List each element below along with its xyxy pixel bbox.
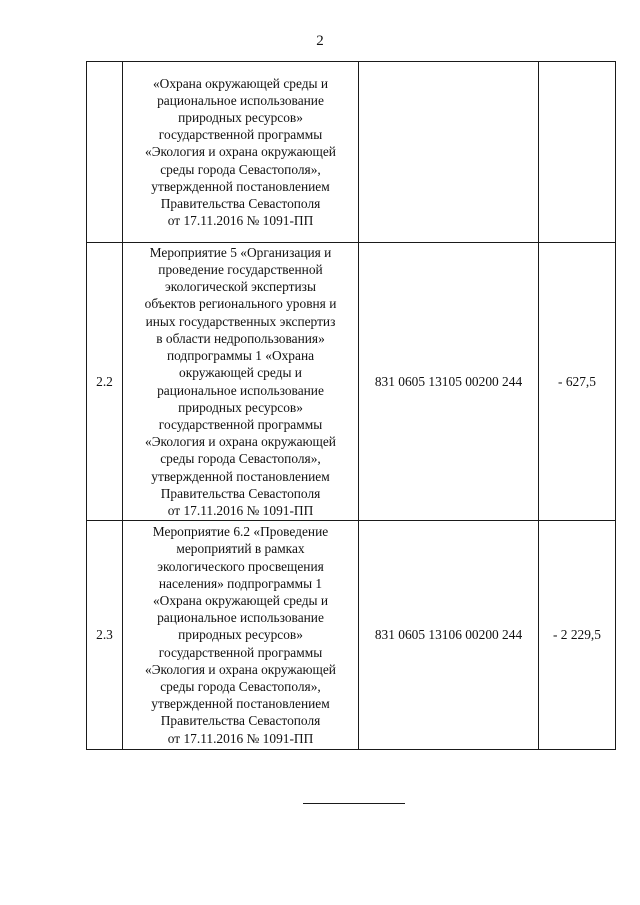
description-line: от 17.11.2016 № 1091-ПП <box>167 213 314 229</box>
description-line: подпрограммы 1 «Охрана <box>166 348 315 364</box>
description-line: рациональное использование <box>157 382 324 398</box>
description-line: утвержденной постановлением <box>151 696 330 712</box>
budget-code: 831 0605 13106 00200 244 <box>359 521 539 750</box>
table-row <box>87 243 616 521</box>
description-line: Мероприятие 5 «Организация и <box>149 244 332 260</box>
description-line: от 17.11.2016 № 1091-ПП <box>167 730 314 746</box>
row-number <box>87 62 123 243</box>
description-line: «Экология и охрана окружающей <box>145 661 336 677</box>
row-description <box>123 62 359 243</box>
description-line: государственной программы <box>158 416 323 432</box>
description-line: рациональное использование <box>157 610 324 626</box>
description-line: Правительства Севастополя <box>160 485 321 501</box>
description-line: государственной программы <box>158 644 323 660</box>
description-line: экологического просвещения <box>157 558 324 574</box>
description-line: Мероприятие 6.2 «Проведение <box>152 524 329 540</box>
description-line: проведение государственной <box>158 262 323 278</box>
description-line: утвержденной постановлением <box>151 178 330 194</box>
page-number: 2 <box>316 33 324 49</box>
table-row <box>87 62 616 243</box>
description-line: окружающей среды и <box>179 365 302 381</box>
description-line: «Охрана окружающей среды и <box>152 592 329 608</box>
description-line: среды города Севастополя», <box>160 679 321 694</box>
description-line: «Охрана окружающей среды и <box>152 75 329 91</box>
description-line: иных государственных экспертиз <box>145 313 336 329</box>
description-line: государственной программы <box>158 127 323 143</box>
row-description <box>123 521 359 750</box>
budget-table <box>86 61 616 750</box>
description-line: утвержденной постановлением <box>151 468 330 484</box>
row-number: 2.2 <box>87 243 123 521</box>
amount: - 2 229,5 <box>539 521 616 750</box>
description-line: от 17.11.2016 № 1091-ПП <box>167 502 314 518</box>
description-line: мероприятий в рамках <box>176 541 305 557</box>
description-line: природных ресурсов» <box>178 109 303 125</box>
description-line: природных ресурсов» <box>178 627 303 643</box>
description-line: в области недропользования» <box>156 330 325 346</box>
row-description <box>123 243 359 521</box>
row-number: 2.3 <box>87 521 123 750</box>
description-line: населения» подпрограммы 1 <box>158 575 323 591</box>
description-line: Правительства Севастополя <box>160 713 321 729</box>
description-line: Правительства Севастополя <box>160 196 321 211</box>
description-line: «Экология и охрана окружающей <box>145 144 336 160</box>
description-line: экологической экспертизы <box>165 279 316 295</box>
description-line: «Экология и охрана окружающей <box>145 434 336 450</box>
description-line: среды города Севастополя», <box>160 161 321 177</box>
amount <box>539 62 616 243</box>
budget-code <box>359 62 539 243</box>
amount: - 627,5 <box>539 243 616 521</box>
description-line: объектов регионального уровня и <box>144 296 337 312</box>
budget-code: 831 0605 13105 00200 244 <box>359 243 539 521</box>
description-line: природных ресурсов» <box>178 399 303 415</box>
description-line: среды города Севастополя», <box>160 451 321 467</box>
table-row <box>87 521 616 750</box>
description-line: рациональное использование <box>157 92 324 108</box>
closing-rule <box>303 803 405 804</box>
